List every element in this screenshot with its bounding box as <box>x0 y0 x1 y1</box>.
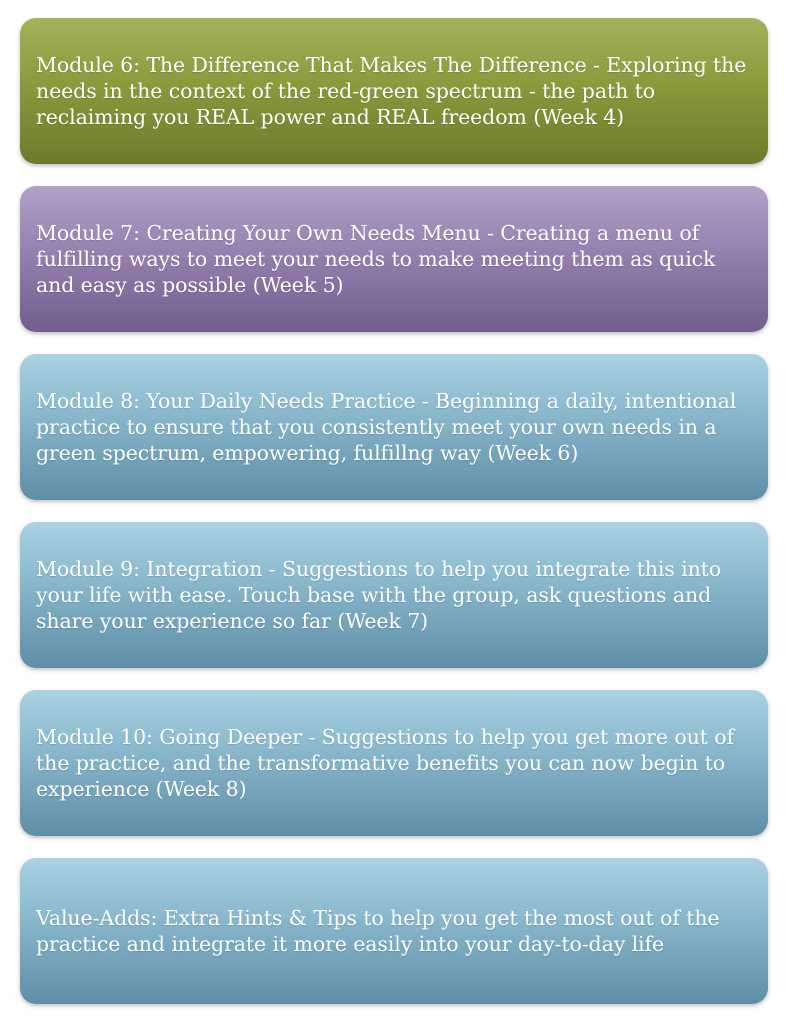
module-7-text: Module 7: Creating Your Own Needs Menu - Creating a menu of fulfilling ways to meet your needs to make meeting them as quick and easy as possible (Week 5) <box>36 221 716 297</box>
module-6-box <box>20 18 768 164</box>
module-8-text: Module 8: Your Daily Needs Practice - Beginning a daily, intentional practice to ensure that you consistently meet your own needs in a green spectrum, empowering, fulfillng way (Week 6) <box>36 389 737 465</box>
module-10-text: Module 10: Going Deeper - Suggestions to help you get more out of the practice, and the transformative benefits you can now begin to experience (Week 8) <box>36 725 734 801</box>
module-7-box <box>20 186 768 332</box>
module-8-box <box>20 354 768 500</box>
module-9-box <box>20 522 768 668</box>
module-10-box <box>20 690 768 836</box>
value-adds-text: Value-Adds: Extra Hints & Tips to help you get the most out of the practice and integrate it more easily into your day-to-day life <box>36 906 720 956</box>
value-adds-box <box>20 858 768 1004</box>
module-9-text: Module 9: Integration - Suggestions to help you integrate this into your life with ease. Touch base with the group, ask questions and share your experience so far (Week 7) <box>36 557 722 633</box>
module-6-text: Module 6: The Difference That Makes The Difference - Exploring the needs in the context of the red-green spectrum - the path to reclaiming you REAL power and REAL freedom (Week 4) <box>36 53 747 129</box>
